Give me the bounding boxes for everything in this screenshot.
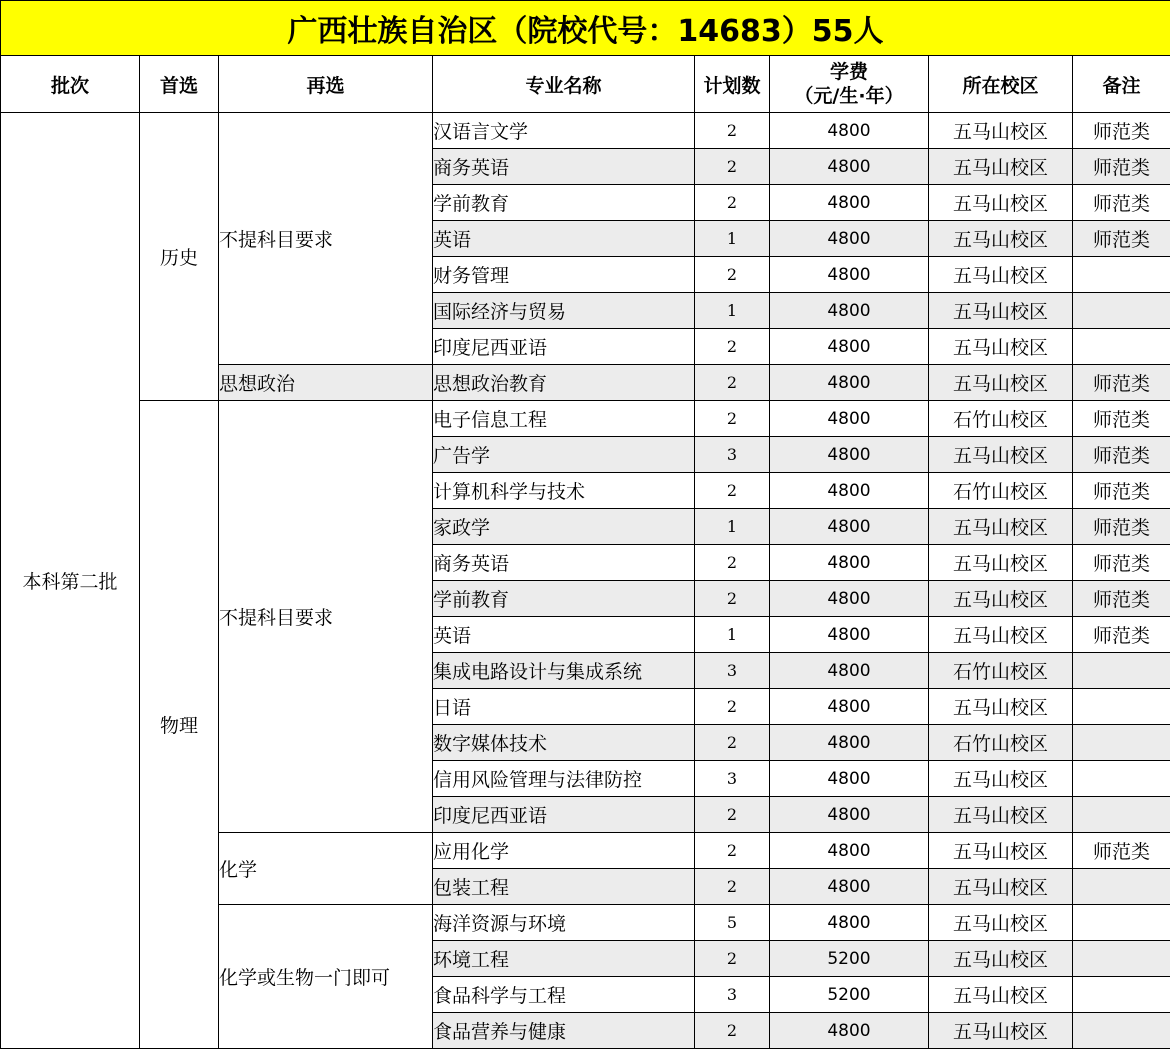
- note-cell: [1073, 653, 1170, 689]
- note-cell: [1073, 725, 1170, 761]
- header-fee-line1: 学费: [829, 61, 868, 83]
- note-cell: [1073, 689, 1170, 725]
- campus-cell: 石竹山校区: [929, 401, 1073, 437]
- note-cell: 师范类: [1073, 149, 1170, 185]
- quota-cell: 5: [695, 905, 770, 941]
- quota-cell: 2: [695, 473, 770, 509]
- fee-cell: 4800: [770, 149, 929, 185]
- first-choice-physics: 物理: [140, 401, 219, 1049]
- quota-cell: 2: [695, 581, 770, 617]
- campus-cell: 五马山校区: [929, 905, 1073, 941]
- quota-cell: 2: [695, 257, 770, 293]
- table-title: 广西壮族自治区（院校代号：14683）55人: [1, 1, 1170, 56]
- fee-cell: 4800: [770, 545, 929, 581]
- quota-cell: 1: [695, 221, 770, 257]
- campus-cell: 五马山校区: [929, 833, 1073, 869]
- campus-cell: 五马山校区: [929, 329, 1073, 365]
- header-quota: 计划数: [695, 56, 770, 113]
- second-choice-none-physics: 不提科目要求: [219, 401, 433, 833]
- note-cell: 师范类: [1073, 401, 1170, 437]
- major-cell: 数字媒体技术: [433, 725, 695, 761]
- quota-cell: 2: [695, 401, 770, 437]
- campus-cell: 五马山校区: [929, 617, 1073, 653]
- note-cell: [1073, 329, 1170, 365]
- campus-cell: 五马山校区: [929, 293, 1073, 329]
- quota-cell: 2: [695, 545, 770, 581]
- note-cell: [1073, 869, 1170, 905]
- major-cell: 日语: [433, 689, 695, 725]
- major-cell: 包装工程: [433, 869, 695, 905]
- note-cell: 师范类: [1073, 365, 1170, 401]
- fee-cell: 4800: [770, 221, 929, 257]
- major-cell: 思想政治教育: [433, 365, 695, 401]
- fee-cell: 5200: [770, 977, 929, 1013]
- campus-cell: 五马山校区: [929, 1013, 1073, 1049]
- quota-cell: 2: [695, 869, 770, 905]
- second-choice-politics: 思想政治: [219, 365, 433, 401]
- campus-cell: 五马山校区: [929, 113, 1073, 149]
- header-fee: [770, 56, 929, 113]
- note-cell: [1073, 797, 1170, 833]
- note-cell: [1073, 257, 1170, 293]
- campus-cell: 五马山校区: [929, 797, 1073, 833]
- fee-cell: 4800: [770, 797, 929, 833]
- campus-cell: 五马山校区: [929, 941, 1073, 977]
- campus-cell: 五马山校区: [929, 221, 1073, 257]
- major-cell: 食品科学与工程: [433, 977, 695, 1013]
- header-major: 专业名称: [433, 56, 695, 113]
- major-cell: 英语: [433, 221, 695, 257]
- note-cell: 师范类: [1073, 113, 1170, 149]
- quota-cell: 3: [695, 437, 770, 473]
- fee-cell: 4800: [770, 761, 929, 797]
- campus-cell: 五马山校区: [929, 257, 1073, 293]
- major-cell: 电子信息工程: [433, 401, 695, 437]
- header-row: [1, 56, 1170, 113]
- major-cell: 广告学: [433, 437, 695, 473]
- note-cell: 师范类: [1073, 617, 1170, 653]
- major-cell: 印度尼西亚语: [433, 797, 695, 833]
- campus-cell: 石竹山校区: [929, 653, 1073, 689]
- quota-cell: 2: [695, 689, 770, 725]
- campus-cell: 五马山校区: [929, 365, 1073, 401]
- quota-cell: 1: [695, 509, 770, 545]
- fee-cell: 4800: [770, 725, 929, 761]
- major-cell: 财务管理: [433, 257, 695, 293]
- campus-cell: 五马山校区: [929, 581, 1073, 617]
- fee-cell: 4800: [770, 869, 929, 905]
- campus-cell: 五马山校区: [929, 509, 1073, 545]
- fee-cell: 4800: [770, 473, 929, 509]
- quota-cell: 2: [695, 185, 770, 221]
- header-fee-line2: （元/生·年）: [794, 85, 904, 107]
- header-campus: 所在校区: [929, 56, 1073, 113]
- quota-cell: 2: [695, 149, 770, 185]
- major-cell: 信用风险管理与法律防控: [433, 761, 695, 797]
- fee-cell: 4800: [770, 293, 929, 329]
- quota-cell: 2: [695, 365, 770, 401]
- quota-cell: 3: [695, 653, 770, 689]
- note-cell: 师范类: [1073, 473, 1170, 509]
- note-cell: 师范类: [1073, 545, 1170, 581]
- major-cell: 家政学: [433, 509, 695, 545]
- fee-cell: 4800: [770, 1013, 929, 1049]
- quota-cell: 3: [695, 761, 770, 797]
- note-cell: 师范类: [1073, 437, 1170, 473]
- second-choice-chem-or-bio: 化学或生物一门即可: [219, 905, 433, 1049]
- quota-cell: 2: [695, 797, 770, 833]
- major-cell: 英语: [433, 617, 695, 653]
- major-cell: 国际经济与贸易: [433, 293, 695, 329]
- fee-cell: 4800: [770, 617, 929, 653]
- quota-cell: 2: [695, 833, 770, 869]
- fee-cell: 4800: [770, 113, 929, 149]
- header-first-choice: 首选: [140, 56, 219, 113]
- fee-cell: 4800: [770, 653, 929, 689]
- fee-cell: 4800: [770, 365, 929, 401]
- note-cell: [1073, 977, 1170, 1013]
- batch-cell: 本科第二批: [1, 113, 140, 1049]
- campus-cell: 五马山校区: [929, 437, 1073, 473]
- major-cell: 集成电路设计与集成系统: [433, 653, 695, 689]
- campus-cell: 五马山校区: [929, 977, 1073, 1013]
- note-cell: [1073, 761, 1170, 797]
- note-cell: 师范类: [1073, 833, 1170, 869]
- fee-cell: 4800: [770, 401, 929, 437]
- major-cell: 学前教育: [433, 185, 695, 221]
- major-cell: 印度尼西亚语: [433, 329, 695, 365]
- fee-cell: 4800: [770, 689, 929, 725]
- major-cell: 汉语言文学: [433, 113, 695, 149]
- campus-cell: 石竹山校区: [929, 473, 1073, 509]
- quota-cell: 2: [695, 941, 770, 977]
- fee-cell: 5200: [770, 941, 929, 977]
- campus-cell: 五马山校区: [929, 761, 1073, 797]
- first-choice-history: 历史: [140, 113, 219, 401]
- major-cell: 环境工程: [433, 941, 695, 977]
- quota-cell: 1: [695, 617, 770, 653]
- fee-cell: 4800: [770, 185, 929, 221]
- note-cell: [1073, 905, 1170, 941]
- major-cell: 食品营养与健康: [433, 1013, 695, 1049]
- major-cell: 应用化学: [433, 833, 695, 869]
- fee-cell: 4800: [770, 581, 929, 617]
- fee-cell: 4800: [770, 509, 929, 545]
- quota-cell: 2: [695, 1013, 770, 1049]
- note-cell: [1073, 1013, 1170, 1049]
- header-second-choice: 再选: [219, 56, 433, 113]
- header-batch: 批次: [1, 56, 140, 113]
- campus-cell: 石竹山校区: [929, 725, 1073, 761]
- campus-cell: 五马山校区: [929, 149, 1073, 185]
- note-cell: 师范类: [1073, 581, 1170, 617]
- note-cell: 师范类: [1073, 185, 1170, 221]
- second-choice-none-history: 不提科目要求: [219, 113, 433, 365]
- title-row: [1, 1, 1170, 56]
- note-cell: [1073, 941, 1170, 977]
- note-cell: 师范类: [1073, 221, 1170, 257]
- fee-cell: 4800: [770, 329, 929, 365]
- header-note: 备注: [1073, 56, 1170, 113]
- fee-cell: 4800: [770, 257, 929, 293]
- campus-cell: 五马山校区: [929, 689, 1073, 725]
- second-choice-chemistry: 化学: [219, 833, 433, 905]
- fee-cell: 4800: [770, 833, 929, 869]
- campus-cell: 五马山校区: [929, 545, 1073, 581]
- fee-cell: 4800: [770, 905, 929, 941]
- quota-cell: 2: [695, 329, 770, 365]
- table-row: [1, 113, 1170, 149]
- major-cell: 海洋资源与环境: [433, 905, 695, 941]
- fee-cell: 4800: [770, 437, 929, 473]
- quota-cell: 3: [695, 977, 770, 1013]
- quota-cell: 2: [695, 113, 770, 149]
- major-cell: 计算机科学与技术: [433, 473, 695, 509]
- quota-cell: 1: [695, 293, 770, 329]
- campus-cell: 五马山校区: [929, 185, 1073, 221]
- major-cell: 学前教育: [433, 581, 695, 617]
- quota-cell: 2: [695, 725, 770, 761]
- major-cell: 商务英语: [433, 149, 695, 185]
- note-cell: 师范类: [1073, 509, 1170, 545]
- major-cell: 商务英语: [433, 545, 695, 581]
- campus-cell: 五马山校区: [929, 869, 1073, 905]
- note-cell: [1073, 293, 1170, 329]
- table-row: [1, 401, 1170, 437]
